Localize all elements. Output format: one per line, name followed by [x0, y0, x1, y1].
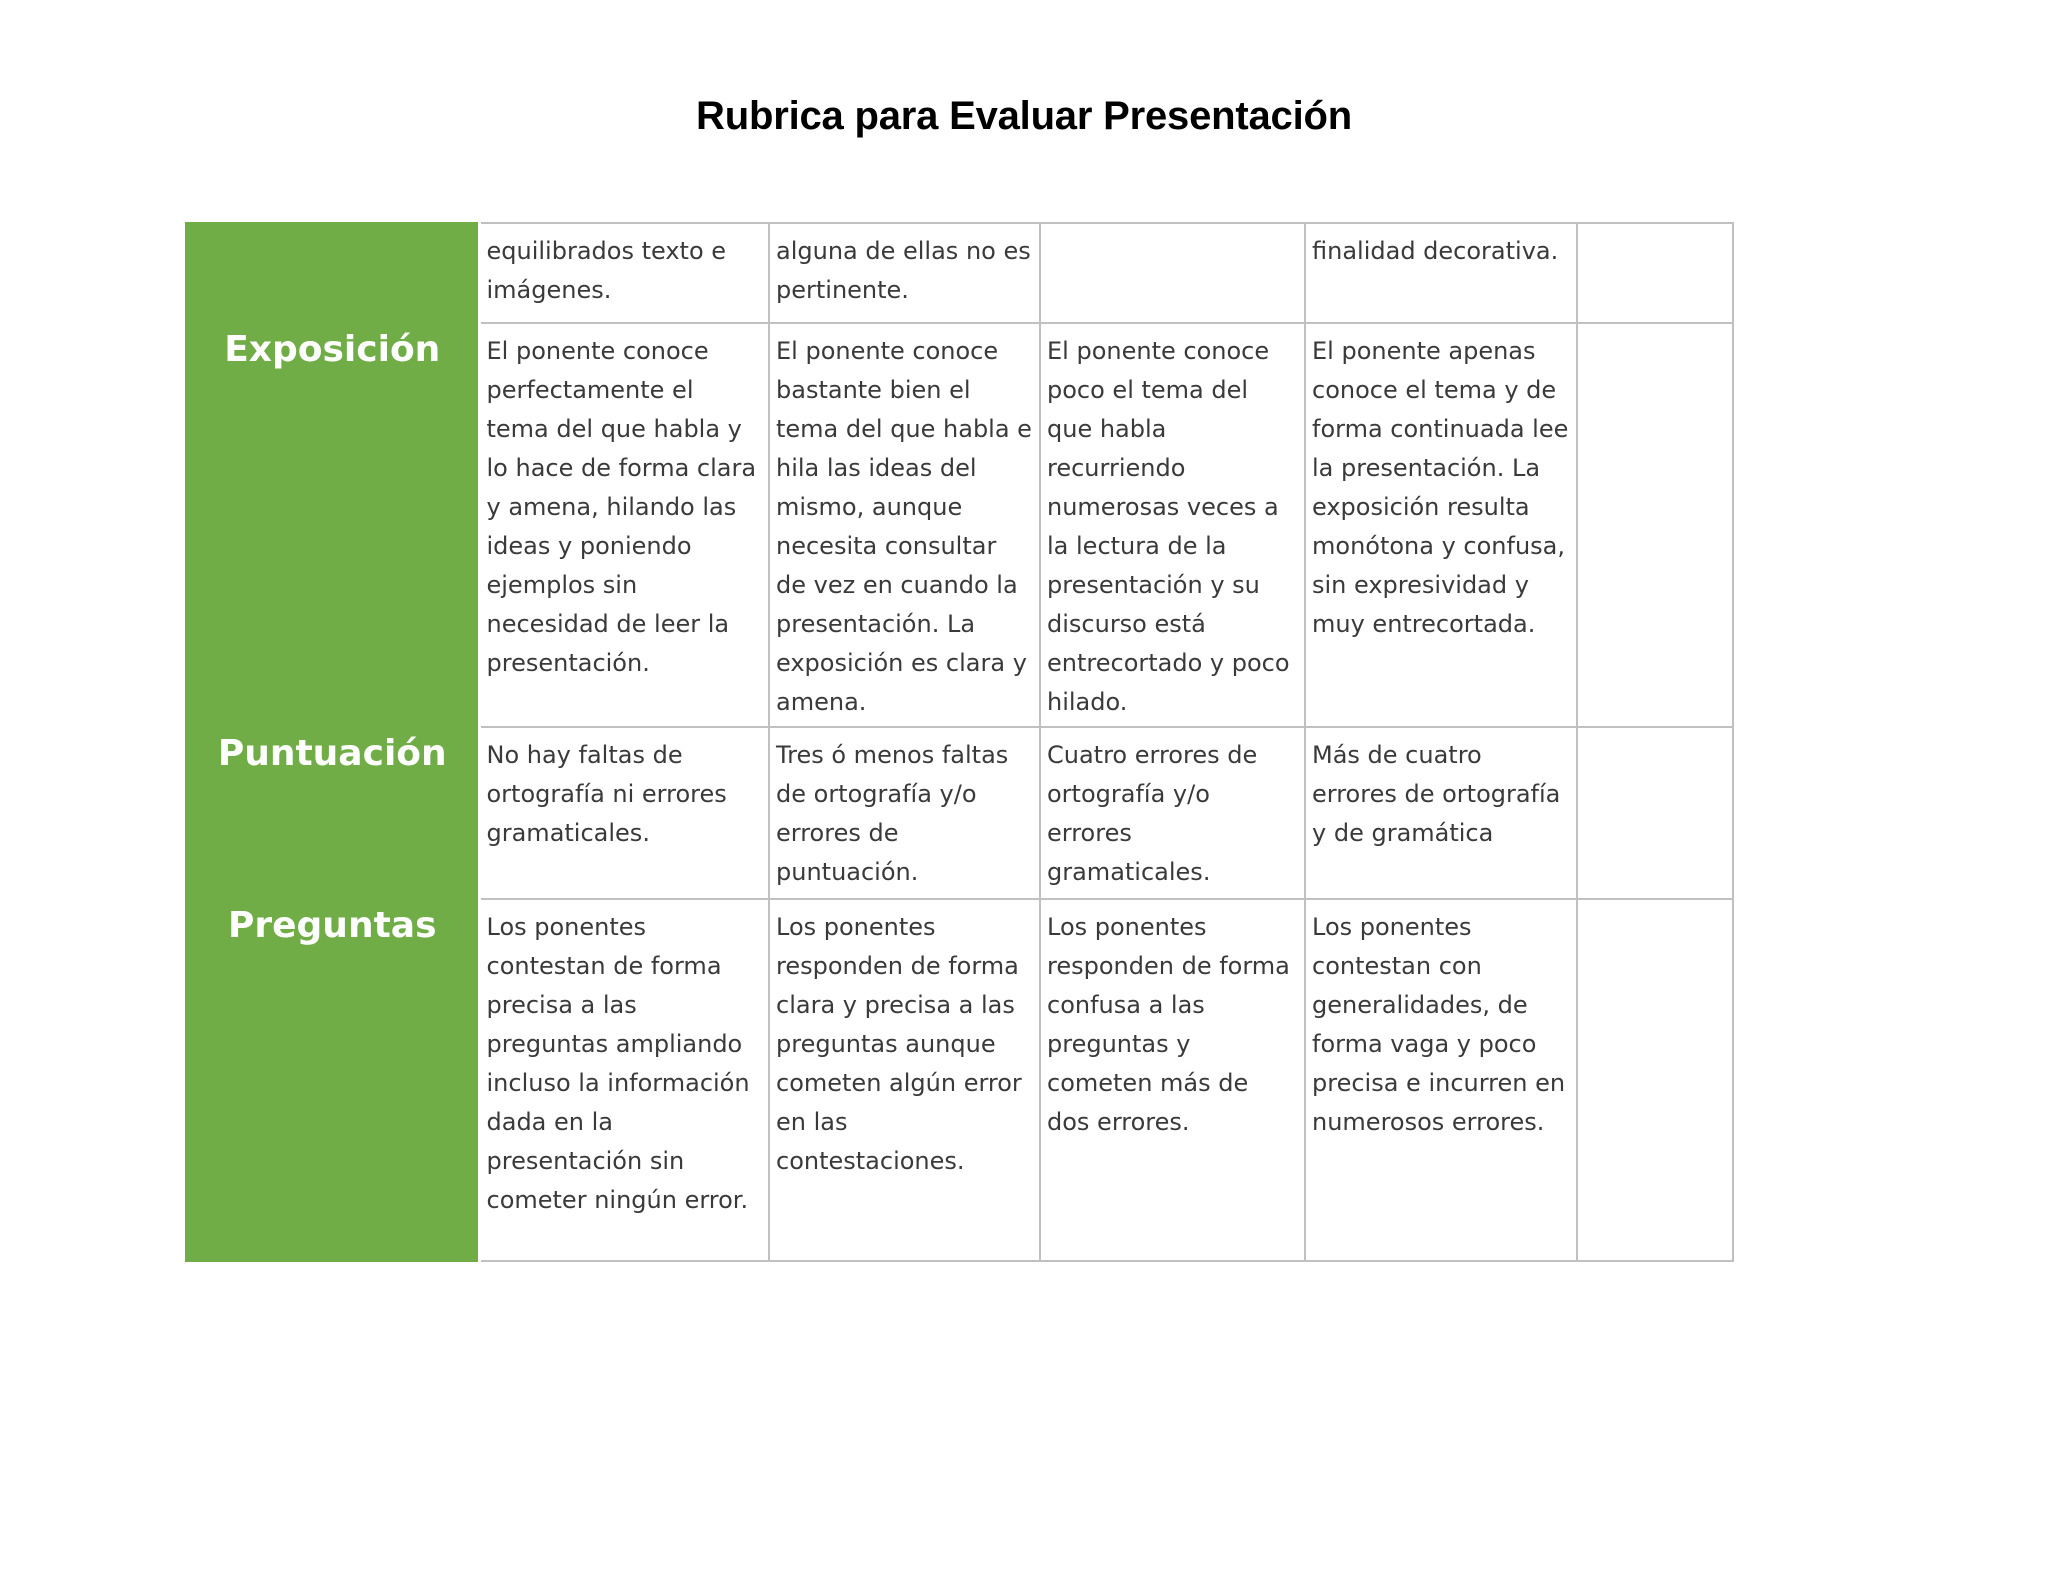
rubric-row-continued [186, 223, 1733, 323]
level-4-cell: Los ponentes contestan con generalidades, de forma vaga y poco precisa e incurren en numerosos errores. [1305, 899, 1577, 1261]
level-3-cell [1040, 223, 1305, 323]
criterion-cell: Puntuación [186, 727, 479, 899]
level-1-cell: Los ponentes contestan de forma precisa a las preguntas ampliando incluso la información dada en la presentación sin cometer ningún error. [479, 899, 769, 1261]
level-3-cell: El ponente conoce poco el tema del que habla recurriendo numerosas veces a la lectura de la presentación y su discurso está entrecortado y poco hilado. [1040, 323, 1305, 727]
rubric-table [185, 222, 1734, 1262]
level-3-cell: Cuatro errores de ortografía y/o errores gramaticales. [1040, 727, 1305, 899]
score-cell [1577, 899, 1733, 1261]
level-4-cell: Más de cuatro errores de ortografía y de gramática [1305, 727, 1577, 899]
level-1-cell: No hay faltas de ortografía ni errores gramaticales. [479, 727, 769, 899]
rubric-row-preguntas [186, 899, 1733, 1261]
level-2-cell: El ponente conoce bastante bien el tema del que habla e hila las ideas del mismo, aunque necesita consultar de vez en cuando la presentación. La exposición es clara y amena. [769, 323, 1040, 727]
page-title: Rubrica para Evaluar Presentación [696, 94, 1352, 138]
score-cell [1577, 323, 1733, 727]
level-2-cell: alguna de ellas no es pertinente. [769, 223, 1040, 323]
level-4-cell: finalidad decorativa. [1305, 223, 1577, 323]
criterion-cell [186, 223, 479, 323]
level-2-cell: Los ponentes responden de forma clara y precisa a las preguntas aunque cometen algún error en las contestaciones. [769, 899, 1040, 1261]
score-cell [1577, 223, 1733, 323]
level-3-cell: Los ponentes responden de forma confusa a las preguntas y cometen más de dos errores. [1040, 899, 1305, 1261]
rubric-row-puntuacion [186, 727, 1733, 899]
level-1-cell: El ponente conoce perfectamente el tema del que habla y lo hace de forma clara y amena, hilando las ideas y poniendo ejemplos sin necesidad de leer la presentación. [479, 323, 769, 727]
rubric-row-exposicion [186, 323, 1733, 727]
score-cell [1577, 727, 1733, 899]
level-1-cell: equilibrados texto e imágenes. [479, 223, 769, 323]
level-4-cell: El ponente apenas conoce el tema y de forma continuada lee la presentación. La exposición resulta monótona y confusa, sin expresividad y muy entrecortada. [1305, 323, 1577, 727]
criterion-cell: Preguntas [186, 899, 479, 1261]
criterion-cell: Exposición [186, 323, 479, 727]
level-2-cell: Tres ó menos faltas de ortografía y/o errores de puntuación. [769, 727, 1040, 899]
